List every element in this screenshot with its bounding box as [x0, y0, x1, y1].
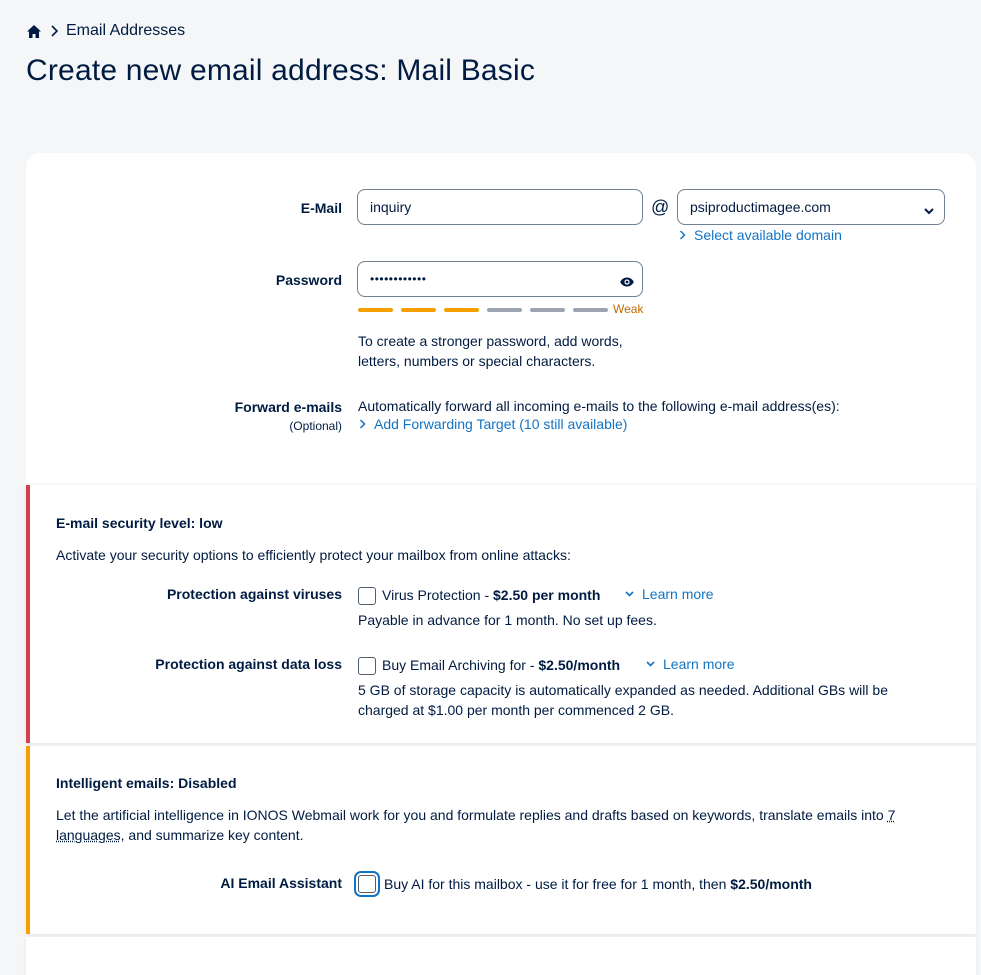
chevron-right-icon — [679, 230, 686, 240]
ai-price: $2.50/month — [730, 876, 812, 892]
home-icon[interactable] — [26, 24, 42, 39]
breadcrumb — [26, 22, 185, 40]
password-label: Password — [275, 272, 342, 288]
chevron-down-icon — [924, 202, 934, 218]
ai-assistant-checkbox[interactable] — [358, 875, 376, 893]
virus-price: $2.50 per month — [493, 587, 601, 603]
strength-segment — [444, 308, 479, 312]
chevron-down-icon — [625, 591, 634, 597]
password-input[interactable] — [357, 261, 643, 297]
virus-learn-more-link[interactable] — [625, 586, 714, 602]
password-hint-line2: letters, numbers or special characters. — [358, 353, 596, 369]
select-domain-link-label: Select available domain — [694, 227, 842, 243]
ai-desc-seven: 7 — [887, 807, 896, 823]
ai-assistant-label: AI Email Assistant — [220, 875, 342, 891]
security-heading: E-mail security level: low — [56, 515, 223, 531]
forward-optional: (Optional) — [289, 419, 342, 433]
security-section — [26, 485, 976, 743]
select-domain-link[interactable] — [679, 227, 842, 243]
password-strength-label: Weak — [613, 302, 644, 316]
add-forwarding-target-label: Add Forwarding Target (10 still available) — [374, 416, 628, 432]
virus-note: Payable in advance for 1 month. No set up fees. — [358, 612, 657, 628]
add-forwarding-target-link[interactable] — [359, 416, 627, 432]
page-title: Create new email address: Mail Basic — [26, 54, 536, 87]
next-section — [26, 937, 976, 975]
email-form-card — [26, 153, 976, 483]
email-input-value: inquiry — [370, 199, 412, 215]
ai-desc-part1: Let the artificial intelligence in IONOS Webmail work for you and formulate replies and drafts based on keywords, translate emails into — [56, 807, 888, 823]
data-loss-label: Protection against data loss — [155, 656, 342, 672]
ai-desc-languages: languages — [56, 827, 121, 843]
strength-segment — [530, 308, 565, 312]
archive-note-line2: charged at $1.00 per month per commenced 2 GB. — [358, 702, 674, 718]
virus-protection-option[interactable] — [382, 585, 600, 605]
password-strength-meter — [358, 308, 608, 312]
email-archiving-option[interactable] — [382, 655, 620, 675]
strength-segment — [358, 308, 393, 312]
strength-segment — [487, 308, 522, 312]
archive-note-line1: 5 GB of storage capacity is automatically expanded as needed. Additional GBs will be — [358, 682, 888, 698]
archive-learn-more-link[interactable] — [646, 656, 735, 672]
virus-option-text: Virus Protection - — [382, 587, 494, 603]
archive-learn-more-label: Learn more — [663, 656, 735, 672]
ai-description — [56, 805, 956, 845]
at-sign: @ — [651, 197, 670, 217]
domain-select-value: psiproductimagee.com — [690, 199, 831, 215]
password-hint-line1: To create a stronger password, add words, — [358, 333, 623, 349]
security-intro: Activate your security options to efficiently protect your mailbox from online attacks: — [56, 547, 571, 563]
ai-section — [26, 746, 976, 934]
forward-label: Forward e-mails — [234, 399, 342, 415]
email-label: E-Mail — [300, 200, 342, 216]
virus-protection-checkbox[interactable] — [358, 587, 376, 605]
archive-option-text: Buy Email Archiving for - — [382, 657, 539, 673]
virus-protection-label: Protection against viruses — [166, 586, 342, 602]
email-input[interactable] — [357, 189, 643, 225]
strength-segment — [573, 308, 608, 312]
email-archiving-checkbox[interactable] — [358, 657, 376, 675]
chevron-right-icon — [50, 25, 58, 37]
password-input-value: •••••••••••• — [370, 272, 427, 286]
virus-learn-more-label: Learn more — [642, 586, 714, 602]
ai-assistant-option[interactable] — [384, 874, 812, 894]
chevron-right-icon — [359, 419, 366, 429]
ai-heading: Intelligent emails: Disabled — [56, 775, 237, 791]
domain-select[interactable] — [677, 189, 945, 225]
breadcrumb-current[interactable]: Email Addresses — [66, 22, 186, 39]
ai-desc-part2: , and summarize key content. — [120, 827, 304, 843]
archive-price: $2.50/month — [538, 657, 621, 673]
chevron-down-icon — [646, 661, 655, 667]
forward-description: Automatically forward all incoming e-mails to the following e-mail address(es): — [358, 398, 840, 414]
strength-segment — [401, 308, 436, 312]
eye-icon[interactable] — [620, 274, 634, 290]
ai-option-text: Buy AI for this mailbox - use it for free for 1 month, then — [384, 876, 731, 892]
